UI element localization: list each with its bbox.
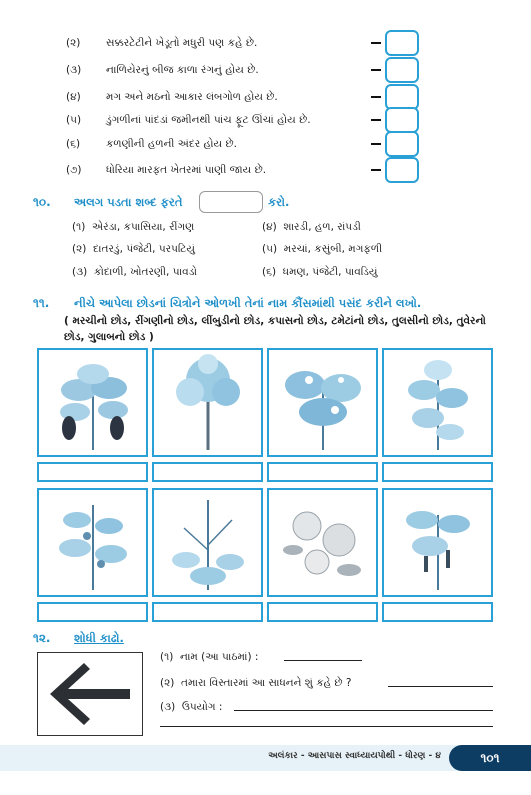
plant-card: [267, 348, 378, 457]
item-text: મરચાં, કસુંબી, મગફળી: [283, 243, 383, 255]
dash: [371, 69, 381, 71]
odd-item: [262, 266, 378, 279]
item-number: (૬): [262, 266, 277, 278]
page-number: ૧૦૧: [449, 745, 531, 771]
tf-statement: ડુંગળીનાં પાંદડાં જમીનથી પાંચ ફૂટ ઊંચાં હોય છે.: [106, 114, 311, 126]
plant-name-box[interactable]: [152, 462, 263, 482]
tf-statement: સક્કરટેટીને ખેડૂતો મધુરી પણ કહે છે.: [106, 37, 258, 49]
item-text: દાતરડું, પંજેટી, પરપટિયું: [93, 243, 195, 255]
dash: [371, 143, 381, 145]
tf-statement: મગ અને મઠનો આકાર લંબગોળ હોય છે.: [106, 91, 278, 103]
answer-box[interactable]: [385, 157, 419, 183]
tf-row: [46, 30, 386, 56]
tulsi-plant-image: [154, 490, 261, 595]
odd-item: [72, 243, 195, 256]
question: [160, 651, 258, 664]
tomato-plant-image: [39, 490, 146, 595]
question: [160, 701, 222, 714]
odd-item: [262, 243, 382, 256]
footer-text: અલંકાર - આસપાસ સ્વાધ્યાયપોથી - ધોરણ - ૪: [268, 751, 441, 761]
rose-plant-image: [269, 490, 376, 595]
pigeon-pea-plant-image: [384, 350, 491, 455]
item-number: (૩): [72, 266, 88, 278]
question-number: (૩): [160, 701, 176, 713]
tf-number: (૫): [66, 114, 82, 126]
chilli-plant-image: [384, 490, 491, 595]
plant-card: [37, 488, 148, 597]
tf-row: [46, 157, 386, 183]
item-number: (૫): [262, 243, 278, 255]
item-text: ધમણ, પંજેટી, પાવડિયું: [282, 266, 378, 278]
tf-statement: કળણીની હળની અંદર હોય છે.: [106, 138, 237, 150]
item-text: શારડી, હળ, રાંપડી: [283, 221, 361, 233]
question-number: (૧): [160, 651, 174, 663]
plant-card: [152, 348, 263, 457]
answer-line[interactable]: [284, 660, 362, 661]
question-text: ઉપયોગ :: [181, 701, 223, 713]
plant-name-box[interactable]: [267, 462, 378, 482]
tf-row: [46, 107, 386, 133]
plant-card: [37, 348, 148, 457]
plant-card: [382, 348, 493, 457]
circle-sample-box: [199, 191, 263, 213]
tf-number: (૨): [66, 37, 81, 49]
answer-line[interactable]: [160, 726, 493, 727]
section-number: ૧૨.: [33, 631, 51, 645]
item-text: કોદાળી, ખોતરણી, પાવડો: [93, 266, 198, 278]
plant-name-box[interactable]: [382, 602, 493, 622]
plant-card: [382, 488, 493, 597]
answer-box[interactable]: [385, 30, 419, 56]
tf-statement: નાળિયેરનું બીજ કાળા રંગનું હોય છે.: [106, 64, 259, 76]
brinjal-plant-image: [39, 350, 146, 455]
tf-row: [46, 131, 386, 157]
plant-card: [152, 488, 263, 597]
section-number: ૧૦.: [33, 195, 51, 209]
plant-card: [267, 488, 378, 597]
item-number: (૪): [262, 221, 277, 233]
answer-box[interactable]: [385, 107, 419, 133]
dash: [371, 169, 381, 171]
odd-item: [262, 221, 361, 234]
plant-name-box[interactable]: [267, 602, 378, 622]
section-title-end: કરો.: [268, 195, 290, 209]
answer-box[interactable]: [385, 131, 419, 157]
tf-number: (૭): [66, 164, 82, 176]
item-number: (૧): [72, 221, 86, 233]
tf-statement: ધોરિયા મારફત ખેતરમાં પાણી જાય છે.: [106, 164, 267, 176]
answer-line[interactable]: [234, 710, 493, 711]
section-title: નીચે આપેલા છોડનાં ચિત્રોને ઓળખી તેનાં નામ કૌંસમાંથી પસંદ કરીને લખો.: [74, 296, 422, 310]
section-title: શોધી કાઢો.: [74, 631, 124, 645]
odd-item: [72, 266, 197, 279]
plant-name-box[interactable]: [37, 602, 148, 622]
item-number: (૨): [72, 243, 87, 255]
question: [160, 677, 351, 690]
plant-options: ( મરચીનો છોડ, રીંગણીનો છોડ, લીંબુડીનો છોડ, કપાસનો છોડ, ટમેટાંનો છોડ, તુલસીનો છોડ, તુવેરનો છોડ, ગુલાબનો છોડ ): [64, 315, 486, 343]
tf-number: (૬): [66, 138, 81, 150]
tool-image-frame: [37, 652, 143, 736]
tf-number: (૩): [66, 64, 82, 76]
question-text: તમારા વિસ્તારમાં આ સાધનને શું કહે છે ?: [181, 677, 352, 689]
question-text: નામ (આ પાઠમાં) :: [180, 651, 259, 663]
dash: [371, 96, 381, 98]
arrow-tool-icon: [38, 653, 142, 735]
plant-name-box[interactable]: [152, 602, 263, 622]
plant-name-box[interactable]: [37, 462, 148, 482]
lemon-plant-image: [154, 350, 261, 455]
dash: [371, 42, 381, 44]
plant-name-box[interactable]: [382, 462, 493, 482]
dash: [371, 119, 381, 121]
tf-row: [46, 57, 386, 83]
section-number: ૧૧.: [33, 296, 50, 310]
tf-number: (૪): [66, 91, 81, 103]
section-title: અલગ પડતા શબ્દ ફરતે: [74, 195, 183, 209]
question-number: (૨): [160, 677, 175, 689]
answer-box[interactable]: [385, 57, 419, 83]
answer-line[interactable]: [388, 686, 493, 687]
cotton-plant-image: [269, 350, 376, 455]
odd-item: [72, 221, 194, 234]
item-text: એરંડા, કપાસિયા, રીંગણ: [92, 221, 195, 233]
